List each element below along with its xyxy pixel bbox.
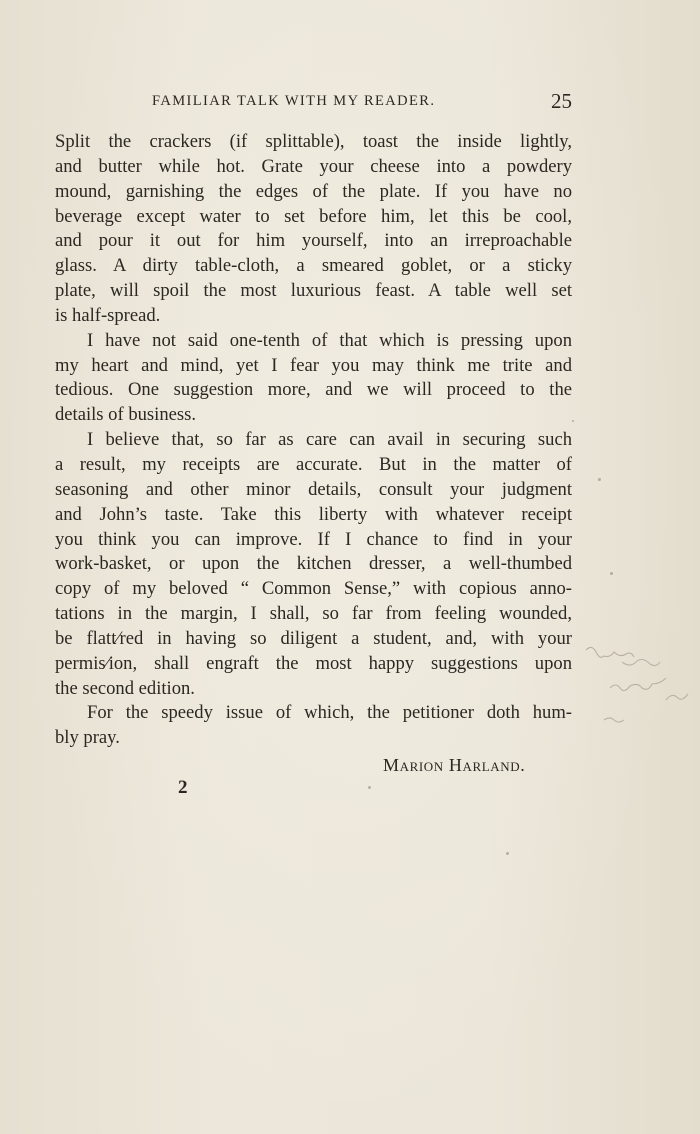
running-head xyxy=(152,89,572,117)
text-line: mound, garnishing the edges of the plate. If you have no xyxy=(55,180,572,202)
page-number: 25 xyxy=(551,89,572,113)
text-line: I believe that, so far as care can avail in securing such xyxy=(87,429,572,451)
text-line: details of business. xyxy=(55,404,196,426)
text-line: and butter while hot. Grate your cheese into a powdery xyxy=(55,155,572,177)
text-line: glass. A dirty table-cloth, a smeared goblet, or a sticky xyxy=(55,255,572,277)
text-line: the second edition. xyxy=(55,677,195,699)
text-line: I have not said one-tenth of that which is pressing upon xyxy=(87,329,572,351)
text-line: tations in the margin, I shall, so far from feeling wounded, xyxy=(55,603,572,625)
text-line: Split the crackers (if splittable), toast the inside lightly, xyxy=(55,131,572,152)
text-line: For the speedy issue of which, the petitioner doth hum- xyxy=(87,702,572,724)
text-line: and pour it out for him yourself, into an irreproachable xyxy=(55,230,572,252)
running-title: FAMILIAR TALK WITH MY READER. xyxy=(152,93,436,109)
text-line: you think you can improve. If I chance to find in your xyxy=(55,528,572,550)
text-line: is half-spread. xyxy=(55,304,161,326)
text-line: work-basket, or upon the kitchen dresser, a well-thumbed xyxy=(55,553,572,575)
text-line: a result, my receipts are accurate. But in the matter of xyxy=(55,453,572,475)
text-line: copy of my beloved “ Common Sense,” with copious anno- xyxy=(55,578,572,600)
text-line: tedious. One suggestion more, and we will proceed to the xyxy=(55,379,572,401)
text-line: and John’s taste. Take this liberty with whatever receipt xyxy=(55,503,572,525)
body-text xyxy=(55,130,572,751)
pencil-marginalia-icon xyxy=(582,640,692,730)
text-line: beverage except water to set before him, let this be cool, xyxy=(55,205,572,227)
signature-mark: 2 xyxy=(178,777,188,798)
text-line: seasoning and other minor details, consult your judgment xyxy=(55,478,572,500)
text-line: plate, will spoil the most luxurious feast. A table well set xyxy=(55,280,572,302)
signature: Marion Harland. xyxy=(383,755,526,775)
text-line: my heart and mind, yet I fear you may think me trite and xyxy=(55,354,572,376)
text-line: permis⁄ion, shall engraft the most happy suggestions upon xyxy=(55,652,572,674)
text-line: be flatt⁄red in having so diligent a student, and, with your xyxy=(55,627,572,649)
text-line: bly pray. xyxy=(55,727,120,749)
